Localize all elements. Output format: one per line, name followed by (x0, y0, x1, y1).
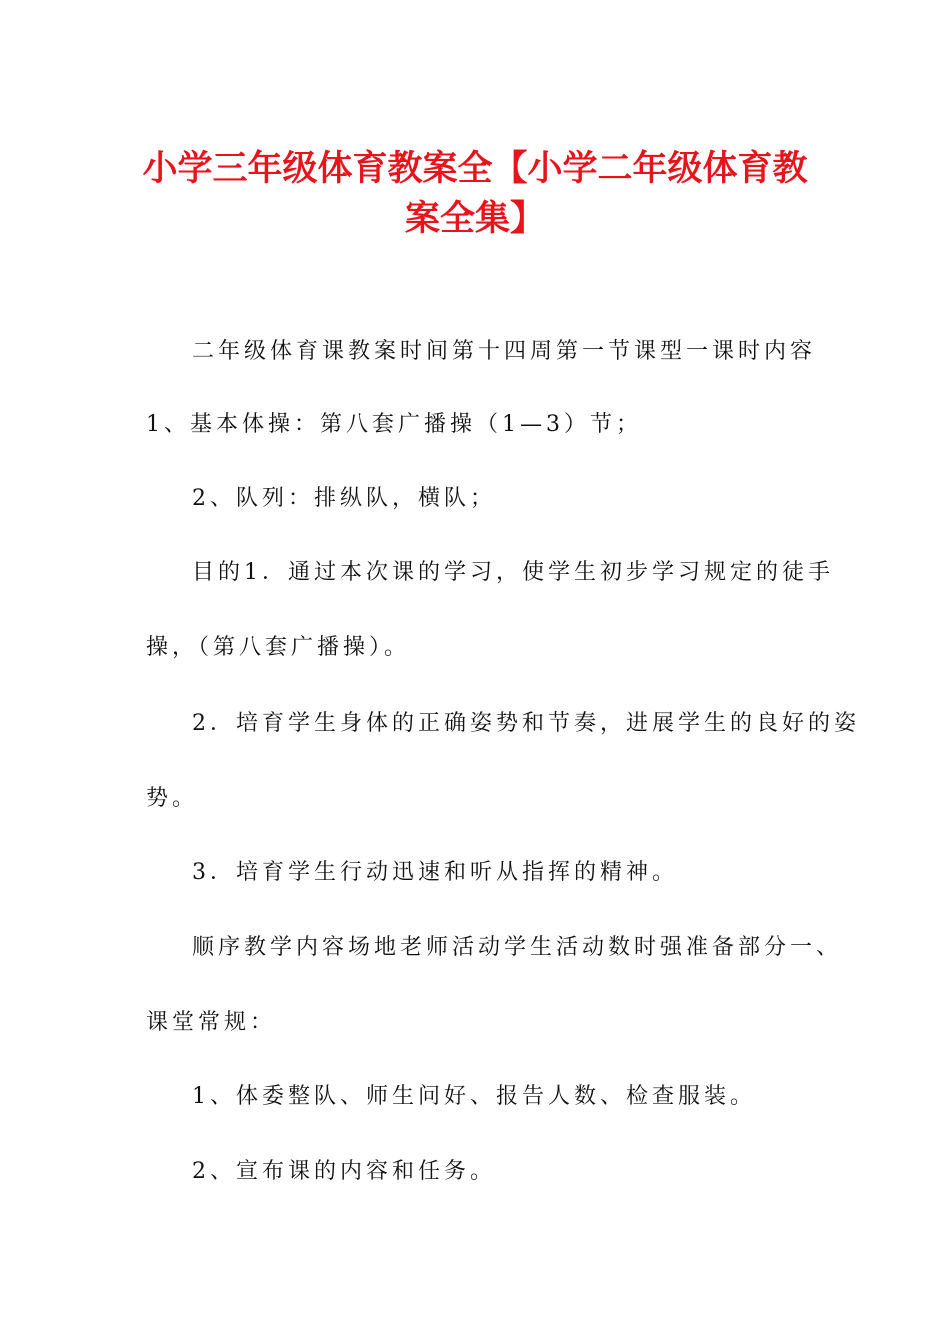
paragraph-line: 操，（第八套广播操）。 (146, 635, 411, 660)
paragraph-line: 二年级体育课教案时间第十四周第一节课型一课时内容 (192, 339, 817, 364)
paragraph-line: 顺序教学内容场地老师活动学生活动数时强准备部分一、 (192, 935, 843, 960)
document-title: 小学三年级体育教案全【小学二年级体育教案全集】 (142, 149, 808, 239)
paragraph-line: 目的1．通过本次课的学习，使学生初步学习规定的徒手 (192, 560, 834, 585)
paragraph-line: 2、宣布课的内容和任务。 (192, 1159, 496, 1184)
paragraph-line: 势。 (146, 786, 199, 811)
paragraph-line: 1、体委整队、师生问好、报告人数、检查服装。 (192, 1084, 756, 1109)
paragraph-line: 2．培育学生身体的正确姿势和节奏，进展学生的良好的姿 (192, 711, 860, 736)
paragraph-line: 3．培育学生行动迅速和听从指挥的精神。 (192, 860, 678, 885)
paragraph-line: 2、队列：排纵队，横队； (192, 486, 496, 511)
paragraph-line: 课堂常规： (146, 1010, 277, 1035)
paragraph-line: 1、基本体操：第八套广播操（1—3）节； (146, 412, 642, 437)
